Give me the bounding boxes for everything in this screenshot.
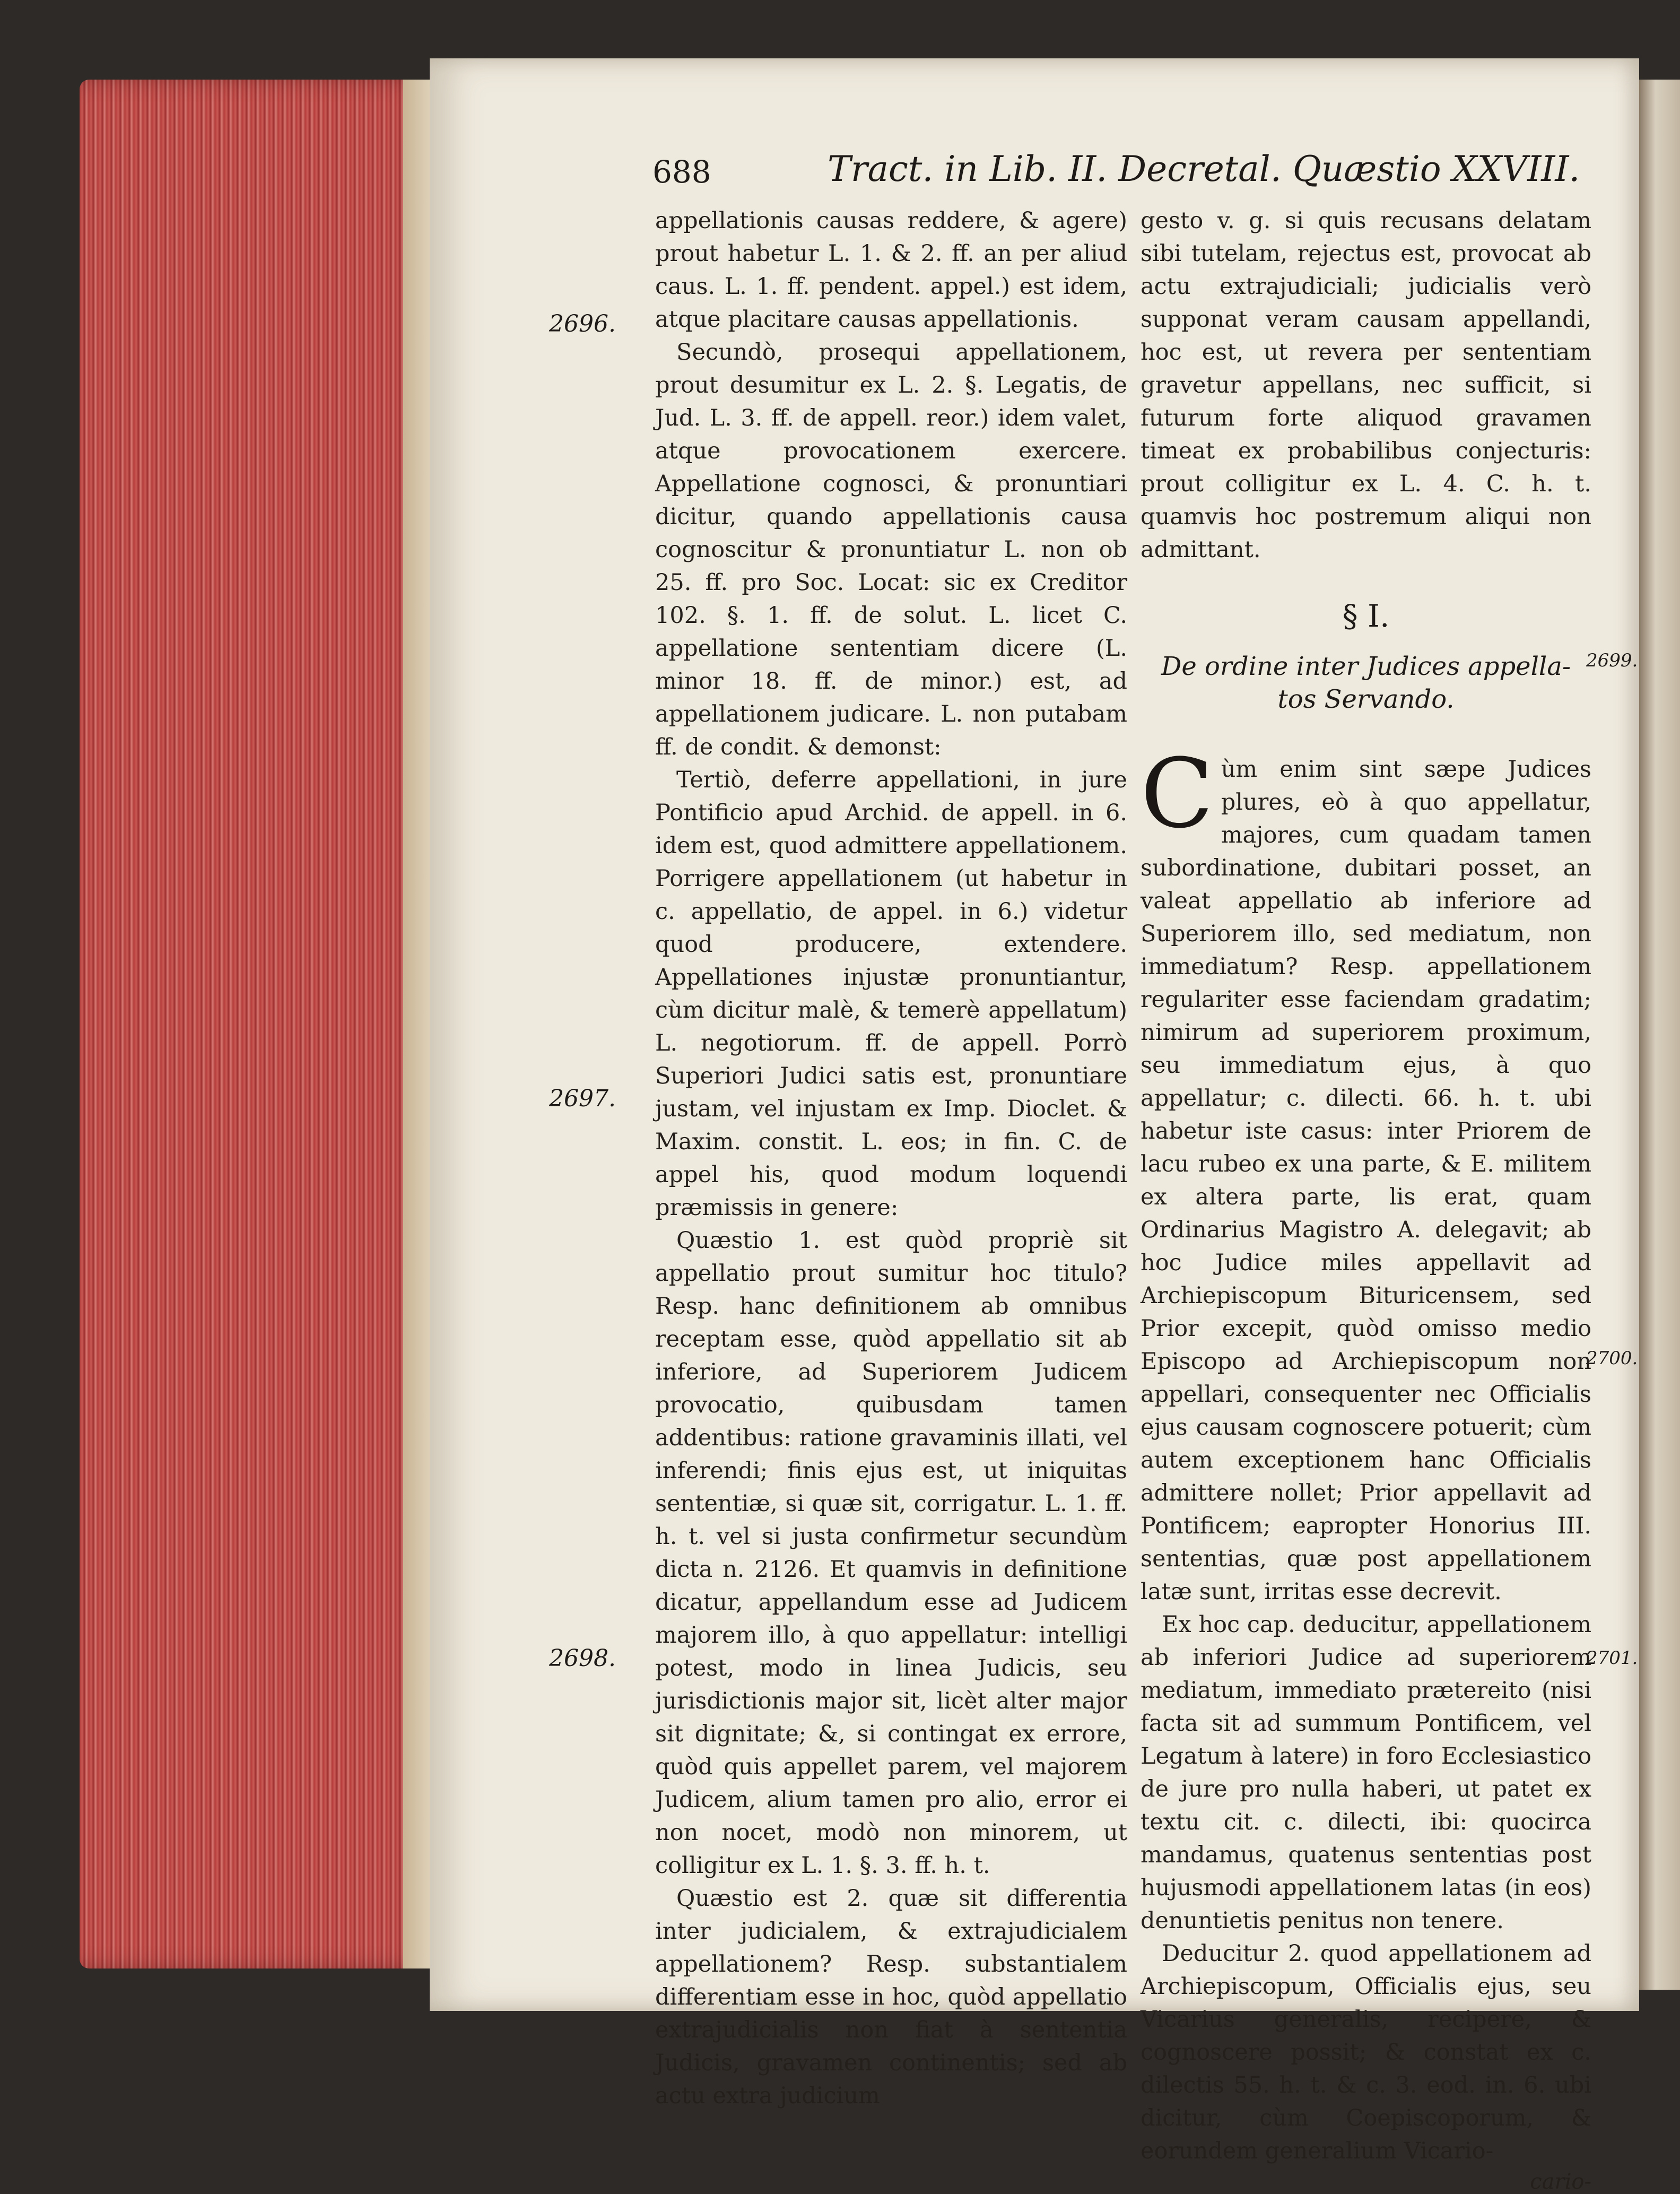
section-title-line: De ordine inter Judices appella-: [1161, 652, 1571, 681]
section-title-line: tos Servando.: [1277, 684, 1455, 714]
right-column: [1141, 204, 1591, 2194]
catchword: cario-: [1530, 2170, 1591, 2194]
paragraph: Quæstio est 2. quæ sit differentia inter judicialem, & extrajudicialem appellationem? Resp. substantialem differentiam esse in hoc, quòd appellatio extrajudicialis non fiat à sententia Judicis, gravamen continentis; sed ab actu extra judicium: [655, 1885, 1127, 2109]
running-head: Tract. in Lib. II. Decretal. Quæstio XXVIII.: [828, 149, 1580, 189]
section-title: [1141, 650, 1591, 716]
margin-number-2700: 2700.: [1586, 1348, 1638, 1369]
paragraph: Tertiò, deferre appellationi, in jure Pontificio apud Archid. de appell. in 6. idem est, quod admittere appellationem. Porrigere appellationem (ut habetur in c. appellatio, de appel. in 6.) videtur quod producere, extendere. Appellationes injustæ pronuntiantur, cùm dicitur malè, & temerè appellatum) L. negotiorum. ff. de appell. Porrò Superiori Judici satis est, pronuntiare justam, vel injustam ex Imp. Dioclet. & Maxim. constit. L. eos; in fin. C. de appel his, quod modum loquendi præmissis in genere:: [655, 767, 1127, 1221]
paragraph: Quæstio 1. est quòd propriè sit appellatio prout sumitur hoc titulo? Resp. hanc definitionem ab omnibus receptam esse, quòd appellatio sit ab inferiore, ad Superiorem Judicem provocatio, quibusdam tamen addentibus: ratione gravaminis illati, vel inferendi; finis ejus est, ut iniquitas sententiæ, si quæ sit, corrigatur. L. 1. ff. h. t. vel si justa confirmetur secundùm dicta n. 2126. Et quamvis in definitione dicatur, appellandum esse ad Judicem majorem illo, à quo appellatur: intelligi potest, modo in linea Judicis, seu jurisdictionis major sit, licèt alter major sit dignitate; &, si contingat ex errore, quòd quis appellet parem, vel majorem Judicem, alium tamen pro alio, error ei non nocet, modò non minorem, ut colligitur ex L. 1. §. 3. ff. h. t.: [655, 1227, 1127, 1879]
book: [80, 58, 1638, 2194]
facing-page-edge: [1639, 80, 1680, 1990]
paragraph: Ex hoc cap. deducitur, appellationem ab inferiori Judice ad superiorem mediatum, immediato prætereito (nisi facta sit ad summum Pontificem, vel Legatum à latere) in foro Ecclesiastico de jure pro nulla haberi, ut patet ex textu cit. c. dilecti, ibi: quocirca mandamus, quatenus sententias post hujusmodi appellationem latas (in eos) denuntietis penitus non tenere.: [1141, 1611, 1591, 1934]
page-edges: [80, 80, 430, 1968]
left-column: [655, 204, 1127, 2112]
drop-capital: C: [1141, 739, 1214, 849]
paragraph-text: ùm enim sint sæpe Judices plures, eò à quo appellatur, majores, cum quadam tamen subordinatione, dubitari posset, an valeat appellatio ab inferiore ad Superiorem illo, sed mediatum, non immediatum? Resp. appellationem regulariter esse faciendam gradatim; nimirum ad superiorem proximum, seu immediatum ejus, à quo appellatur; c. dilecti. 66. h. t. ubi habetur iste casus: inter Priorem de lacu rubeo ex una parte, & E. militem ex altera parte, lis erat, quam Ordinarius Magistro A. delegavit; ab hoc Judice miles appellavit ad Archiepiscopum Bituricensem, sed Prior excepit, quòd omisso medio Episcopo ad Archiepiscopum non appellari, consequenter nec Officialis ejus causam cognoscere potuerit; cùm autem exceptionem hanc Officialis admittere nollet; Prior appellavit ad Pontificem; eapropter Honorius III. sententias, quæ post appellationem latæ sunt, irritas esse decrevit.: [1141, 756, 1591, 1605]
book-page: [430, 58, 1639, 2194]
margin-number-2701: 2701.: [1586, 1647, 1638, 1669]
paragraph: gesto v. g. si quis recusans delatam sibi tutelam, rejectus est, provocat ab actu extrajudiciali; judicialis verò supponat veram causam appellandi, hoc est, ut revera per sententiam gravetur appellans, nec sufficit, si futurum forte aliquod gravamen timeat ex probabilibus conjecturis: prout colligitur ex L. 4. C. h. t. quamvis hoc postremum aliqui non admittant.: [1141, 207, 1591, 563]
paragraph: appellationis causas reddere, & agere) prout habetur L. 1. & 2. ff. an per aliud caus. L. 1. ff. pendent. appel.) est idem, atque placitare causas appellationis.: [655, 207, 1127, 333]
margin-number-2699: 2699.: [1586, 650, 1638, 671]
paragraph: [1141, 739, 1591, 1608]
page-header: [652, 149, 1623, 207]
page-number: 688: [652, 154, 711, 190]
paragraph: Deducitur 2. quod appellationem ad Archiepiscopum, Officialis ejus, seu Vicarius generalis, recipere, & cognoscere possit; & constat ex c. dilectis 55. h. t. & c. 3. eod. in. 6. ubi dicitur, cùm Coepiscoporum, & eorundem generalium Vicario-: [1141, 1940, 1591, 2164]
paragraph: Secundò, prosequi appellationem, prout desumitur ex L. 2. §. Legatis, de Jud. L. 3. ff. de appell. reor.) idem valet, atque provocationem exercere. Appellatione cognosci, & pronuntiari dicitur, quando appellationis causa cognoscitur & pronuntiatur L. non ob 25. ff. pro Soc. Locat: sic ex Creditor 102. §. 1. ff. de solut. L. licet C. appellatione sententiam dicere (L. minor 18. ff. de minor.) est, ad appellationem judicare. L. non putabam ff. de condit. & demonst:: [655, 339, 1127, 760]
margin-number-2697: 2697.: [549, 1085, 616, 1112]
section-mark: § I.: [1342, 598, 1390, 634]
margin-number-2696: 2696.: [549, 310, 616, 337]
margin-number-2698: 2698.: [549, 1645, 616, 1672]
